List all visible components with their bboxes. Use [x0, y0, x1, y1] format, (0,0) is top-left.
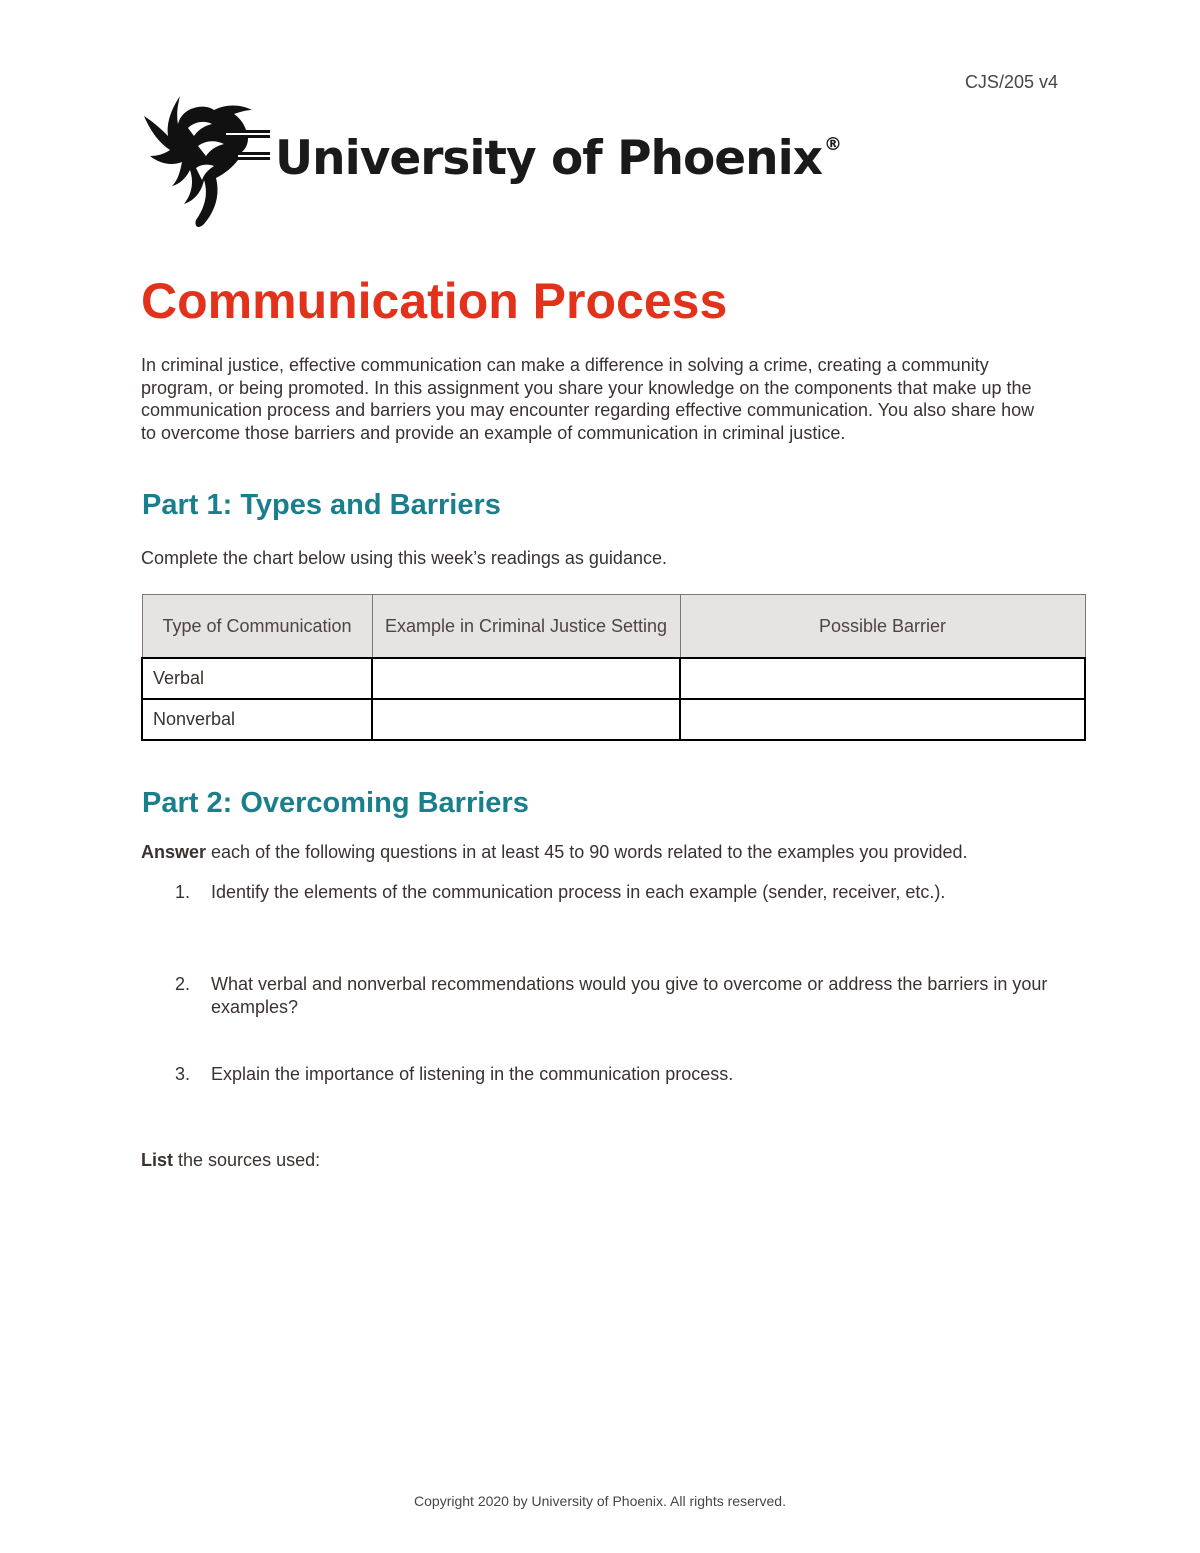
table-row — [142, 699, 1085, 740]
table-row — [142, 658, 1085, 699]
question-number: 2. — [175, 974, 191, 994]
table-header-barrier: Possible Barrier — [680, 595, 1085, 658]
part1-heading: Part 1: Types and Barriers — [142, 489, 501, 521]
table-cell-type: Nonverbal — [142, 699, 372, 740]
table-header-row — [142, 595, 1085, 658]
question-text: Identify the elements of the communication process in each example (sender, receiver, etc.). — [211, 882, 946, 902]
part1-instruction: Complete the chart below using this week’s readings as guidance. — [141, 548, 667, 568]
university-logo — [142, 94, 842, 234]
table-header-type: Type of Communication — [142, 595, 372, 658]
table-cell-barrier[interactable] — [680, 699, 1085, 740]
answer-keyword: Answer — [141, 842, 207, 862]
table-cell-barrier[interactable] — [680, 658, 1085, 699]
question-number: 3. — [175, 1064, 191, 1084]
question-number: 1. — [175, 882, 191, 902]
question-text: Explain the importance of listening in the communication process. — [211, 1064, 734, 1084]
table-cell-example[interactable] — [372, 699, 680, 740]
part2-instruction-text: each of the following questions in at least 45 to 90 words related to the examples you provided. — [206, 842, 968, 862]
logo-wordmark — [275, 131, 841, 186]
sources-instruction — [141, 1150, 320, 1171]
copyright-footer: Copyright 2020 by University of Phoenix. All rights reserved. — [414, 1493, 786, 1509]
table-cell-example[interactable] — [372, 658, 680, 699]
sources-instruction-text: the sources used: — [173, 1150, 321, 1170]
course-code: CJS/205 v4 — [964, 72, 1058, 92]
part2-instruction — [141, 842, 968, 863]
logo-wordmark-text: University of Phoenix — [275, 131, 823, 186]
registered-mark: ® — [824, 134, 842, 155]
table-header-example: Example in Criminal Justice Setting — [372, 595, 680, 658]
part2-heading: Part 2: Overcoming Barriers — [142, 787, 529, 819]
phoenix-bird-icon — [142, 94, 272, 234]
list-keyword: List — [141, 1150, 174, 1170]
intro-paragraph: In criminal justice, effective communication can make a difference in solving a crime, creating a community program, or being promoted. In this assignment you share your knowledge on the components that make up the communication process and barriers you may encounter regarding effective communication. You also share how to overcome those barriers and provide an example of communication in criminal justice. — [141, 355, 1035, 443]
question-text: What verbal and nonverbal recommendations would you give to overcome or address the barriers in your examples? — [211, 974, 1048, 1017]
table-cell-type: Verbal — [142, 658, 372, 699]
types-barriers-table — [141, 594, 1086, 741]
page-title: Communication Process — [141, 273, 728, 329]
